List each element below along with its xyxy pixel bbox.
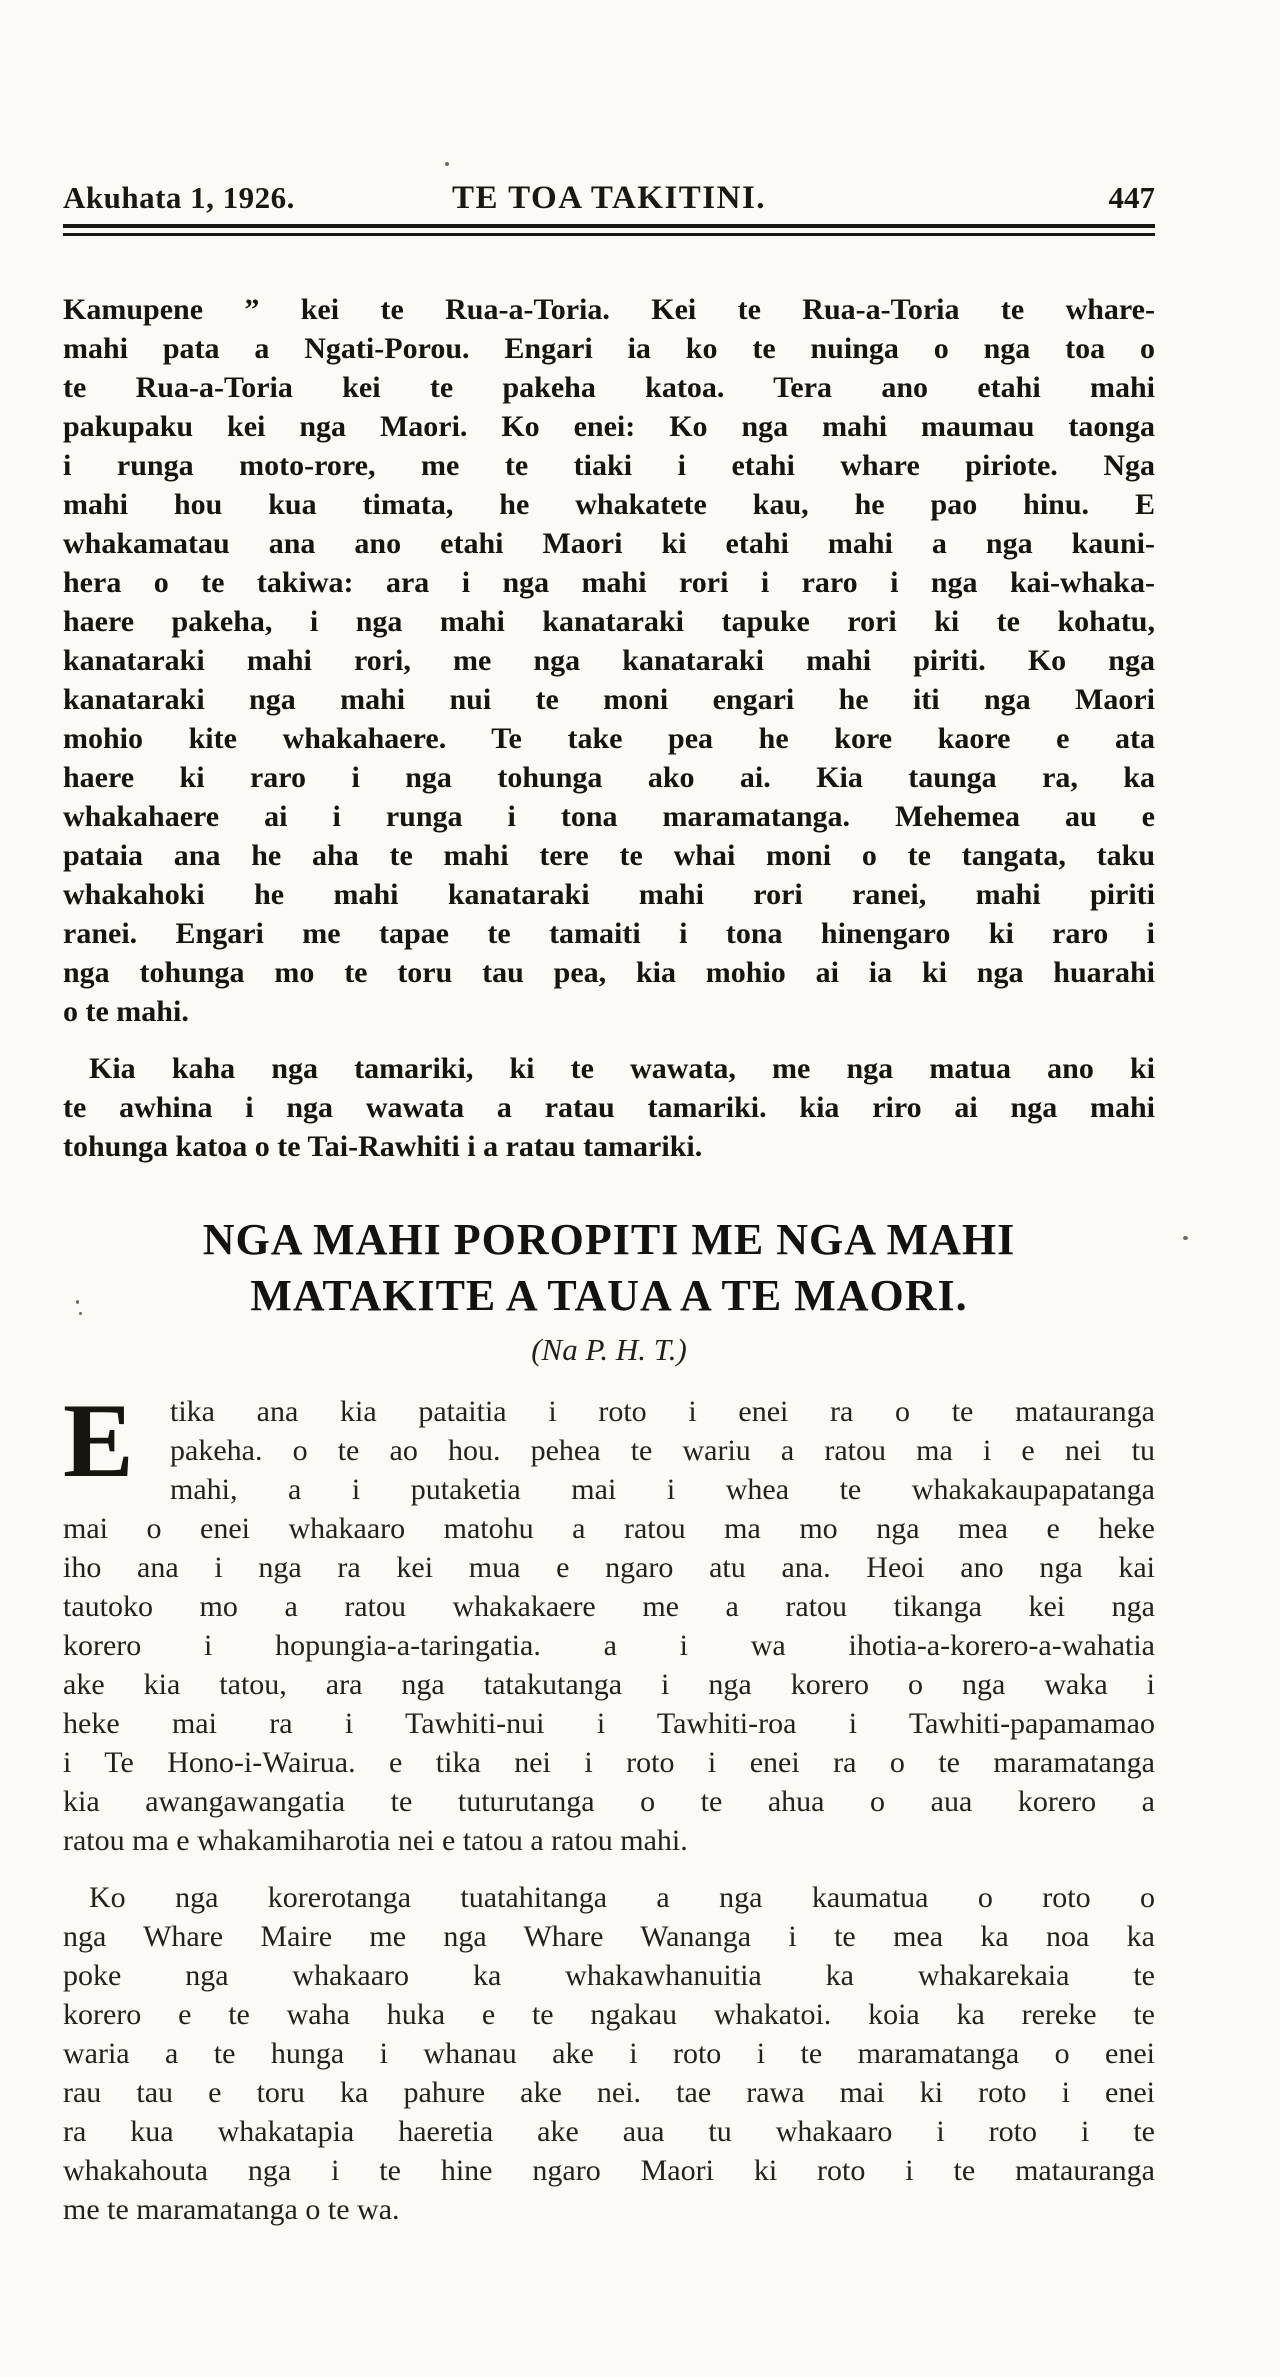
header-page-number: 447 [1108, 180, 1156, 215]
text-line: korero e te waha huka e te ngakau whakatoi. koia ka rereke te [63, 1998, 1155, 2031]
article2-byline: (Na P. H. T.) [531, 1332, 687, 1367]
header-rule-thin [63, 233, 1155, 236]
text-line: haere ki raro i nga tohunga ako ai. Kia taunga ra, ka [63, 761, 1155, 794]
scan-speck [1183, 1236, 1188, 1240]
header-date: Akuhata 1, 1926. [63, 180, 295, 215]
text-line: pakeha. o te ao hou. pehea te wariu a ratou ma i e nei tu [170, 1434, 1155, 1467]
article2-paragraph-2 [63, 1878, 1155, 2229]
text-line: whakahouta nga i te hine ngaro Maori ki roto i te matauranga [63, 2154, 1155, 2187]
text-line: waria a te hunga i whanau ake i roto i te maramatanga o enei [63, 2037, 1155, 2070]
text-line: mahi hou kua timata, he whakatete kau, he pao hinu. E [63, 488, 1155, 521]
text-line: iho ana i nga ra kei mua e ngaro atu ana. Heoi ano nga kai [63, 1551, 1155, 1584]
text-line: ra kua whakatapia haeretia ake aua tu whakaaro i roto i te [63, 2115, 1155, 2148]
text-line: whakahaere ai i runga i tona maramatanga. Mehemea au e [63, 800, 1155, 833]
running-header [63, 180, 1155, 217]
text-line: ratou ma e whakamiharotia nei e tatou a ratou mahi. [63, 1824, 688, 1857]
text-line: kanataraki mahi rori, me nga kanataraki mahi piriti. Ko nga [63, 644, 1155, 677]
article2-heading-line1: NGA MAHI POROPITI ME NGA MAHI [202, 1215, 1016, 1264]
article2-paragraph-1 [63, 1382, 1155, 1860]
text-line: mahi, a i putaketia mai i whea te whakakaupapatanga [170, 1473, 1155, 1506]
scan-speck [445, 162, 449, 166]
text-line: ranei. Engari me tapae te tamaiti i tona hinengaro ki raro i [63, 917, 1155, 950]
text-line: whakahoki he mahi kanataraki mahi rori ranei, mahi piriti [63, 878, 1155, 911]
text-line: kanataraki nga mahi nui te moni engari he iti nga Maori [63, 683, 1155, 716]
text-line: i runga moto-rore, me te tiaki i etahi whare piriote. Nga [63, 449, 1155, 482]
text-line: mahi pata a Ngati-Porou. Engari ia ko te nuinga o nga toa o [63, 332, 1155, 365]
text-line: pataia ana he aha te mahi tere te whai moni o te tangata, taku [63, 839, 1155, 872]
text-line: nga Whare Maire me nga Whare Wananga i te mea ka noa ka [63, 1920, 1155, 1953]
text-line: Kia kaha nga tamariki, ki te wawata, me nga matua ano ki [89, 1052, 1155, 1085]
text-line: tautoko mo a ratou whakakaere me a ratou tikanga kei nga [63, 1590, 1155, 1623]
text-line: korero i hopungia-a-taringatia. a i wa ihotia-a-korero-a-wahatia [63, 1629, 1155, 1662]
dropcap-letter: E [63, 1382, 134, 1499]
header-rule-thick [63, 224, 1155, 228]
text-line: Kamupene ” kei te Rua-a-Toria. Kei te Rua-a-Toria te whare- [63, 293, 1155, 326]
text-line: te Rua-a-Toria kei te pakeha katoa. Tera ano etahi mahi [63, 371, 1155, 404]
text-line: mai o enei whakaaro matohu a ratou ma mo nga mea e heke [63, 1512, 1155, 1545]
article2-heading [63, 1212, 1155, 1324]
text-line: tohunga katoa o te Tai-Rawhiti i a ratau tamariki. [63, 1130, 703, 1163]
text-line: ake kia tatou, ara nga tatakutanga i nga korero o nga waka i [63, 1668, 1155, 1701]
text-line: i Te Hono-i-Wairua. e tika nei i roto i enei ra o te maramatanga [63, 1746, 1155, 1779]
text-line: o te mahi. [63, 995, 189, 1028]
text-line: mohio kite whakahaere. Te take pea he kore kaore e ata [63, 722, 1155, 755]
text-line: rau tau e toru ka pahure ake nei. tae rawa mai ki roto i enei [63, 2076, 1155, 2109]
article2-heading-line2: MATAKITE A TAUA A TE MAORI. [250, 1271, 968, 1320]
text-line: poke nga whakaaro ka whakawhanuitia ka whakarekaia te [63, 1959, 1155, 1992]
text-line: hera o te takiwa: ara i nga mahi rori i raro i nga kai-whaka- [63, 566, 1155, 599]
text-line: heke mai ra i Tawhiti-nui i Tawhiti-roa i Tawhiti-papamamao [63, 1707, 1155, 1740]
text-line: te awhina i nga wawata a ratau tamariki. kia riro ai nga mahi [63, 1091, 1155, 1124]
article1-paragraph-2 [63, 1049, 1155, 1166]
article-body [63, 290, 1155, 2229]
scan-speck [79, 1312, 82, 1315]
text-line: me te maramatanga o te wa. [63, 2193, 400, 2226]
text-line: tika ana kia pataitia i roto i enei ra o te matauranga [170, 1395, 1155, 1428]
text-line: whakamatau ana ano etahi Maori ki etahi mahi a nga kauni- [63, 527, 1155, 560]
header-title: TE TOA TAKITINI. [451, 180, 767, 216]
text-line: haere pakeha, i nga mahi kanataraki tapuke rori ki te kohatu, [63, 605, 1155, 638]
scan-speck [76, 1300, 79, 1304]
text-line: Ko nga korerotanga tuatahitanga a nga kaumatua o roto o [89, 1881, 1155, 1914]
text-line: pakupaku kei nga Maori. Ko enei: Ko nga mahi maumau taonga [63, 410, 1155, 443]
text-line: nga tohunga mo te toru tau pea, kia mohio ai ia ki nga huarahi [63, 956, 1155, 989]
text-line: kia awangawangatia te tuturutanga o te ahua o aua korero a [63, 1785, 1155, 1818]
article1-paragraph-1 [63, 290, 1155, 1031]
